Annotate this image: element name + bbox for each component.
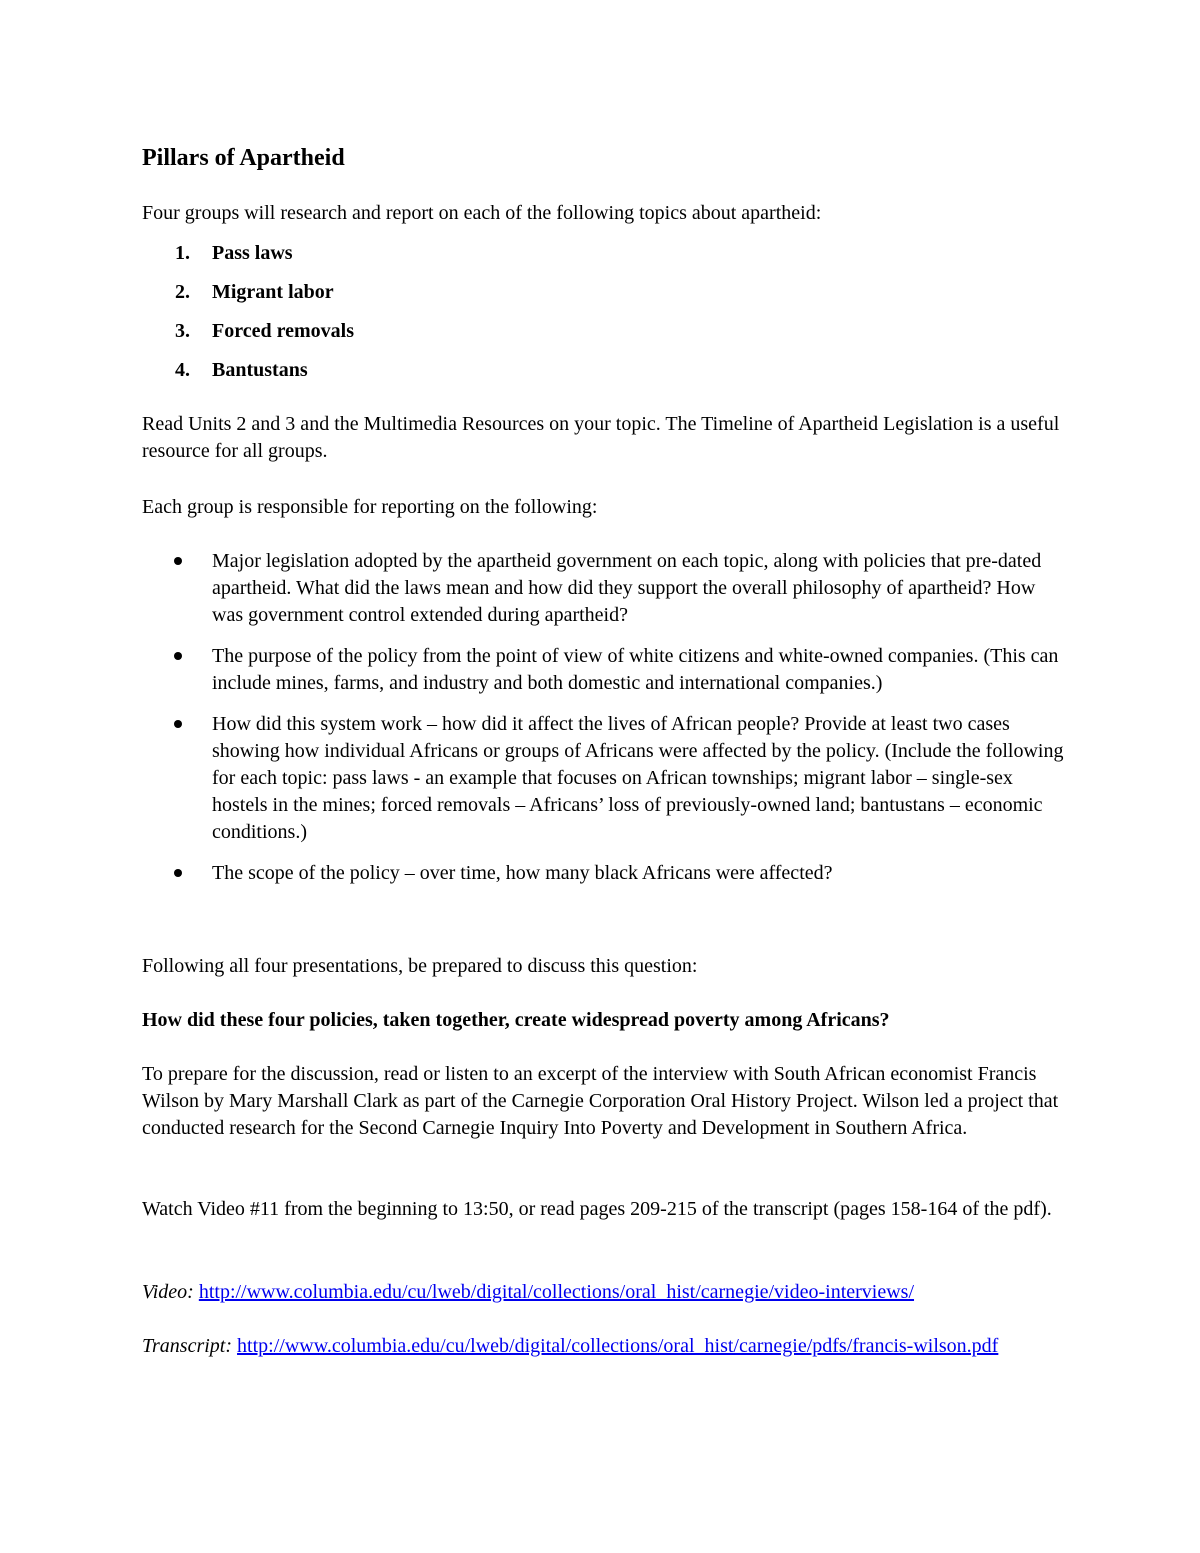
bullet-text: The scope of the policy – over time, how many black Africans were affected? [212, 862, 833, 884]
list-item [142, 548, 1067, 629]
requirements-list [142, 548, 1067, 887]
list-item-number: 2. [175, 281, 190, 303]
video-link[interactable]: http://www.columbia.edu/cu/lweb/digital/collections/oral_hist/carnegie/video-interviews/ [198, 1281, 915, 1303]
bullet-text: The purpose of the policy from the point of view of white citizens and white-owned companies. (This can include mines, farms, and industry and both domestic and international companies.) [212, 645, 1059, 694]
prepare-paragraph: To prepare for the discussion, read or listen to an excerpt of the interview with South African economist Francis Wilson by Mary Marshall Clark as part of the Carnegie Corporation Oral History Project. Wilson led a project that conducted research for the Second Carnegie Inquiry Into Poverty and Development in Southern Africa. [142, 1063, 1059, 1139]
bullet-icon [174, 720, 182, 728]
bullet-text: Major legislation adopted by the apartheid government on each topic, along with policies that pre-dated apartheid. What did the laws mean and how did they support the overall philosophy of apartheid? How was government control extended during apartheid? [212, 550, 1042, 626]
list-item-label: Migrant labor [212, 281, 334, 303]
transcript-link[interactable]: http://www.columbia.edu/cu/lweb/digital/collections/oral_hist/carnegie/pdfs/francis-wilson.pdf [237, 1335, 999, 1357]
list-item-label: Forced removals [212, 320, 355, 342]
intro-paragraph: Four groups will research and report on each of the following topics about apartheid: [142, 202, 822, 224]
list-item-number: 4. [175, 359, 190, 381]
list-item [142, 711, 1067, 846]
watch-paragraph: Watch Video #11 from the beginning to 13:50, or read pages 209-215 of the transcript (pages 158-164 of the pdf). [142, 1198, 1052, 1220]
following-paragraph: Following all four presentations, be prepared to discuss this question: [142, 955, 698, 977]
bullet-icon [174, 869, 182, 877]
video-label: Video: [142, 1281, 194, 1303]
video-line [142, 1279, 1067, 1306]
list-item [142, 860, 1067, 887]
transcript-line [142, 1333, 1067, 1360]
read-units-paragraph: Read Units 2 and 3 and the Multimedia Resources on your topic. The Timeline of Apartheid Legislation is a useful resource for all groups. [142, 413, 1060, 462]
list-item-label: Pass laws [212, 242, 293, 264]
responsible-paragraph: Each group is responsible for reporting on the following: [142, 496, 598, 518]
list-item-number: 3. [175, 320, 190, 342]
discussion-question: How did these four policies, taken together, create widespread poverty among Africans? [142, 1009, 890, 1031]
page-title: Pillars of Apartheid [142, 145, 345, 171]
list-item-label: Bantustans [212, 359, 308, 381]
bullet-icon [174, 557, 182, 565]
bullet-text: How did this system work – how did it affect the lives of African people? Provide at least two cases showing how individual Africans or groups of Africans were affected by the policy. (Include the following for each topic: pass laws - an example that focuses on African townships; migrant labor – single-sex hostels in the mines; forced removals – Africans’ loss of previously-owned land; bantustans – economic conditions.) [212, 713, 1064, 843]
transcript-label: Transcript: [142, 1335, 233, 1357]
list-item-number: 1. [175, 242, 190, 264]
list-item [142, 643, 1067, 697]
bullet-icon [174, 652, 182, 660]
